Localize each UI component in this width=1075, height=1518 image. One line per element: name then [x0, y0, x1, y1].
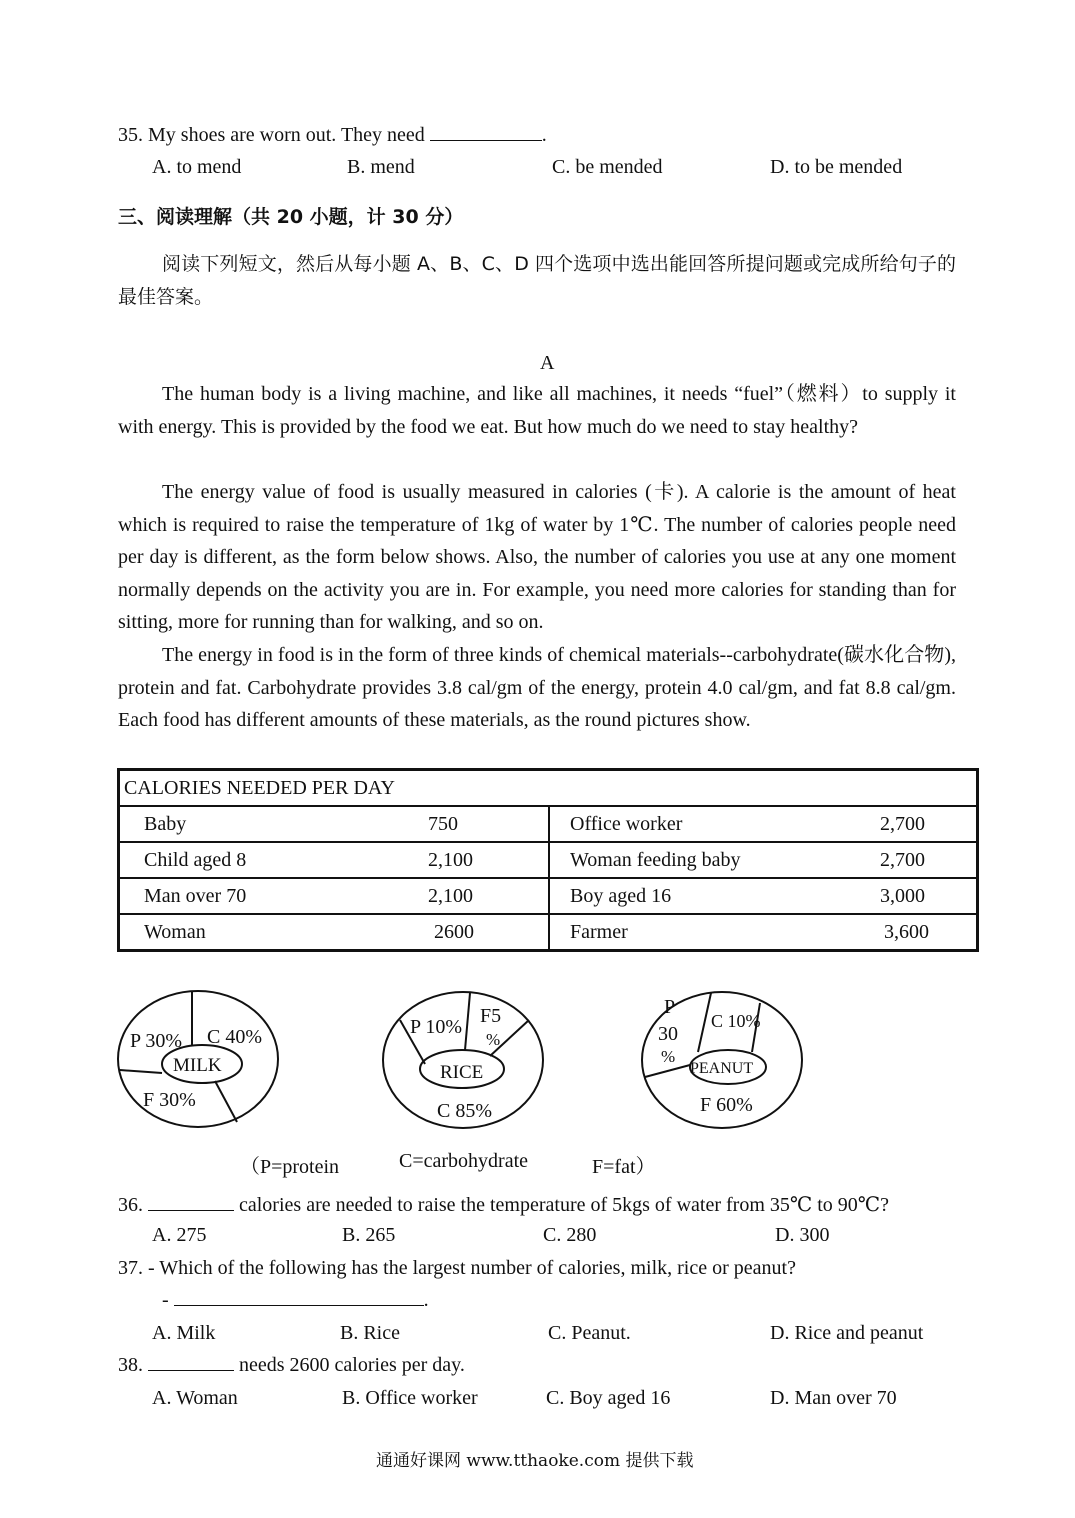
peanut-protein-value: 30	[658, 1023, 678, 1045]
question-37-stem: 37. - Which of the following has the largest number of calories, milk, rice or peanut?	[118, 1257, 796, 1279]
answer-dash: -	[162, 1289, 169, 1311]
option-c: C. Boy aged 16	[546, 1387, 671, 1409]
milk-divider	[215, 1081, 237, 1122]
question-37-answer-line	[162, 1289, 429, 1312]
legend-fat: F=fat）	[592, 1156, 656, 1178]
question-35-end: .	[541, 124, 547, 146]
question-38	[118, 1354, 465, 1377]
option-a: A. 275	[152, 1224, 207, 1246]
option-b: B. mend	[347, 156, 415, 178]
peanut-protein-label: P	[664, 996, 676, 1018]
legend-protein: （P=protein	[240, 1156, 340, 1178]
person-name: Baby	[144, 813, 187, 835]
passage-paragraph-2: The energy value of food is usually measured in calories (卡). A calorie is the amount of heat which is required to raise the temperature of 1kg of water by 1℃. The number of calories people need per day is different, as the form below shows. Also, the number of calories you use at any one moment normally depends on the activity you are in. For example, you need more calories for standing than for sitting, more for running than for walking, and so on.	[118, 481, 956, 633]
question-37-end: .	[423, 1289, 429, 1311]
passage-paragraph-1: The human body is a living machine, and like all machines, it needs “fuel”（燃料）to supply it with energy. This is provided by the food we eat. But how much do we need to stay healthy?	[118, 383, 956, 438]
milk-fat-label: F 30%	[143, 1089, 196, 1111]
question-38-number: 38.	[118, 1354, 143, 1376]
person-name: Office worker	[570, 813, 683, 835]
calorie-value: 2,100	[428, 885, 473, 907]
peanut-divider	[698, 993, 711, 1052]
rice-fat-label-percent: %	[486, 1030, 501, 1049]
option-d: D. Man over 70	[770, 1387, 897, 1409]
answer-blank	[148, 1194, 234, 1211]
calorie-value: 2,700	[880, 813, 925, 835]
calorie-value: 3,600	[884, 921, 929, 943]
passage-paragraph-3: The energy in food is in the form of three kinds of chemical materials--carbohydrate(碳水化合物), protein and fat. Carbohydrate provides 3.8 cal/gm of the energy, protein 4.0 cal/gm, and fat 8.8 cal/gm. Each food has different amounts of these materials, as the round pictures show.	[118, 644, 956, 731]
option-b: B. 265	[342, 1224, 396, 1246]
person-name: Child aged 8	[144, 849, 247, 871]
peanut-protein-percent: %	[661, 1047, 676, 1066]
peanut-fat-label: F 60%	[700, 1094, 753, 1116]
person-name: Woman feeding baby	[570, 849, 741, 871]
option-d: D. 300	[775, 1224, 830, 1246]
question-36	[118, 1192, 889, 1217]
option-a: A. to mend	[152, 156, 242, 178]
option-c: C. be mended	[552, 156, 663, 178]
section-instruction: 阅读下列短文，然后从每小题 A、B、C、D 四个选项中选出能回答所提问题或完成所给句子的最佳答案。	[118, 253, 956, 308]
milk-carbohydrate-label: C 40%	[207, 1026, 262, 1048]
option-c: C. 280	[543, 1224, 597, 1246]
rice-protein-label: P 10%	[410, 1016, 463, 1038]
calorie-value: 2,700	[880, 849, 925, 871]
calorie-value: 2,100	[428, 849, 473, 871]
peanut-divider	[645, 1065, 690, 1077]
passage-label: A	[540, 352, 555, 374]
legend-carbohydrate: C=carbohydrate	[399, 1150, 529, 1172]
option-a: A. Woman	[152, 1387, 238, 1409]
section-title: 三、阅读理解（共 20 小题，计 30 分）	[118, 206, 464, 228]
person-name: Boy aged 16	[570, 885, 672, 907]
option-b: B. Rice	[340, 1322, 400, 1344]
rice-fat-label: F5	[480, 1005, 502, 1027]
peanut-carbohydrate-label: C 10%	[711, 1011, 761, 1031]
rice-carbohydrate-label: C 85%	[437, 1100, 492, 1122]
option-b: B. Office worker	[342, 1387, 478, 1409]
option-c: C. Peanut.	[548, 1322, 631, 1344]
person-name: Woman	[144, 921, 206, 943]
question-35-stem: 35. My shoes are worn out. They need	[118, 124, 425, 146]
milk-name: MILK	[173, 1055, 222, 1076]
answer-blank	[148, 1354, 234, 1371]
calorie-value: 3,000	[880, 885, 925, 907]
option-d: D. to be mended	[770, 156, 903, 178]
page-footer: 通通好课网 www.tthaoke.com 提供下载	[376, 1451, 694, 1471]
question-38-stem: needs 2600 calories per day.	[239, 1354, 465, 1376]
peanut-name: PEANUT	[690, 1060, 754, 1077]
person-name: Man over 70	[144, 885, 247, 907]
rice-divider	[465, 993, 470, 1050]
rice-name: RICE	[440, 1062, 484, 1083]
milk-divider	[120, 1070, 162, 1073]
answer-blank	[174, 1289, 424, 1306]
table-title: CALORIES NEEDED PER DAY	[119, 770, 978, 807]
calorie-value: 2600	[434, 921, 474, 943]
calorie-value: 750	[428, 813, 458, 835]
question-36-number: 36.	[118, 1194, 143, 1216]
milk-protein-label: P 30%	[130, 1030, 183, 1052]
option-a: A. Milk	[152, 1322, 216, 1344]
option-d: D. Rice and peanut	[770, 1322, 924, 1344]
person-name: Farmer	[570, 921, 628, 943]
question-36-stem: calories are needed to raise the temperature of 5kgs of water from 35℃ to 90℃?	[239, 1194, 890, 1216]
